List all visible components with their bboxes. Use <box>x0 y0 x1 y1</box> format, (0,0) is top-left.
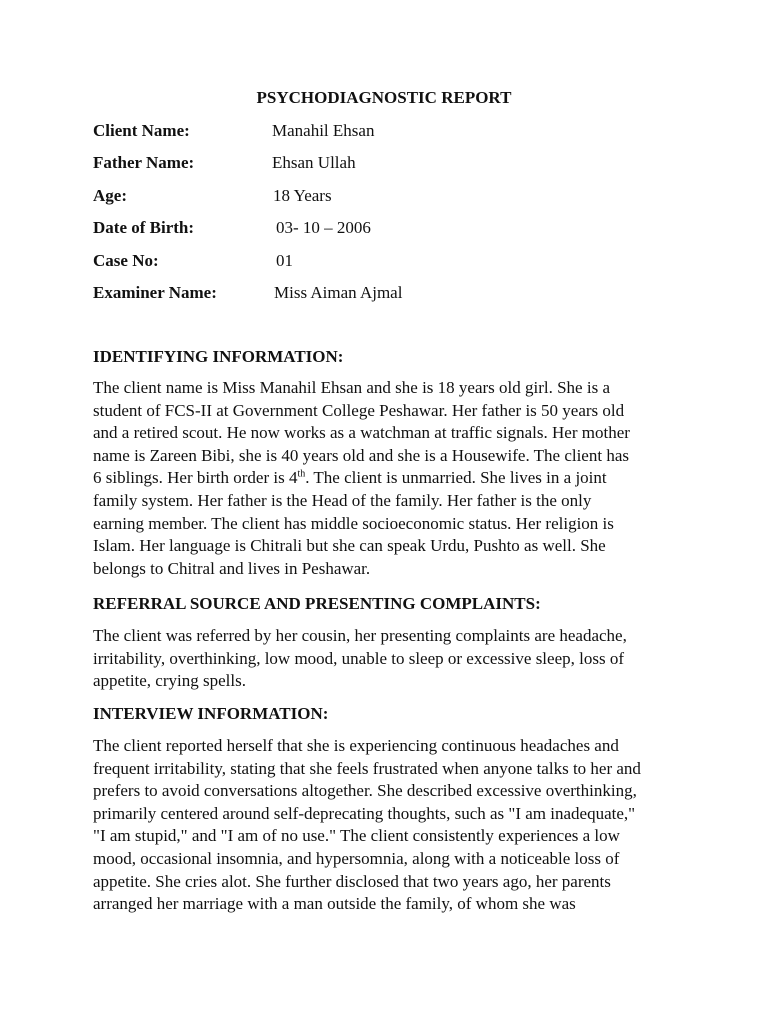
age-label: Age: <box>93 186 127 205</box>
birth-order-continuation: . The client is unmarried. She lives in a joint <box>305 468 607 488</box>
identifying-info-heading: IDENTIFYING INFORMATION: <box>93 347 344 366</box>
date-of-birth-value: 03- 10 – 2006 <box>276 218 371 237</box>
paragraph-line: belongs to Chitral and lives in Peshawar. <box>93 558 371 578</box>
age-row <box>93 186 693 206</box>
case-no-value: 01 <box>276 251 293 270</box>
paragraph-line: "I am stupid," and "I am of no use." The client consistently experiences a low <box>93 826 620 846</box>
paragraph-line: and a retired scout. He now works as a watchman at traffic signals. Her mother <box>93 423 630 443</box>
referral-paragraph <box>93 625 693 693</box>
client-name-value: Manahil Ehsan <box>272 121 375 140</box>
paragraph-line: primarily centered around self-deprecating thoughts, such as "I am inadequate," <box>93 803 636 823</box>
paragraph-line: student of FCS-II at Government College Peshawar. Her father is 50 years old <box>93 400 625 420</box>
paragraph-line <box>93 467 693 490</box>
paragraph-line: appetite. She cries alot. She further disclosed that two years ago, her parents <box>93 871 611 891</box>
referral-heading: REFERRAL SOURCE AND PRESENTING COMPLAINTS: <box>93 594 541 613</box>
ordinal-superscript: th <box>297 468 306 480</box>
client-name-row <box>93 121 693 141</box>
case-no-label: Case No: <box>93 251 159 270</box>
examiner-name-label: Examiner Name: <box>93 283 217 302</box>
paragraph-line: The client name is Miss Manahil Ehsan and she is 18 years old girl. She is a <box>93 378 610 397</box>
father-name-row <box>93 153 693 173</box>
paragraph-line: Islam. Her language is Chitrali but she can speak Urdu, Pushto as well. She <box>93 536 606 556</box>
father-name-label: Father Name: <box>93 153 195 172</box>
interview-paragraph <box>93 735 693 916</box>
examiner-name-row <box>93 283 693 303</box>
paragraph-line: name is Zareen Bibi, she is 40 years old and she is a Housewife. The client has <box>93 445 629 465</box>
paragraph-line: The client was referred by her cousin, her presenting complaints are headache, <box>93 626 627 645</box>
paragraph-line: earning member. The client has middle socioeconomic status. Her religion is <box>93 513 614 533</box>
identifying-info-paragraph <box>93 377 693 580</box>
paragraph-line: mood, occasional insomnia, and hypersomnia, along with a noticeable loss of <box>93 848 620 868</box>
date-of-birth-label: Date of Birth: <box>93 218 195 237</box>
paragraph-line: family system. Her father is the Head of the family. Her father is the only <box>93 490 592 510</box>
birth-order-text: 6 siblings. Her birth order is 4 <box>93 468 298 488</box>
examiner-name-value: Miss Aiman Ajmal <box>274 283 403 302</box>
date-of-birth-row <box>93 218 693 238</box>
paragraph-line: arranged her marriage with a man outside the family, of whom she was <box>93 894 576 914</box>
case-no-row <box>93 251 693 271</box>
paragraph-line: prefers to avoid conversations altogether. She described excessive overthinking, <box>93 781 637 801</box>
paragraph-line: The client reported herself that she is experiencing continuous headaches and <box>93 736 619 755</box>
paragraph-line: irritability, overthinking, low mood, unable to sleep or excessive sleep, loss of <box>93 648 624 668</box>
paragraph-line: frequent irritability, stating that she feels frustrated when anyone talks to her and <box>93 758 641 778</box>
paragraph-line: appetite, crying spells. <box>93 671 246 691</box>
interview-heading: INTERVIEW INFORMATION: <box>93 704 329 723</box>
report-title: PSYCHODIAGNOSTIC REPORT <box>256 88 512 107</box>
age-value: 18 Years <box>273 186 332 205</box>
father-name-value: Ehsan Ullah <box>272 153 356 172</box>
client-name-label: Client Name: <box>93 121 190 140</box>
